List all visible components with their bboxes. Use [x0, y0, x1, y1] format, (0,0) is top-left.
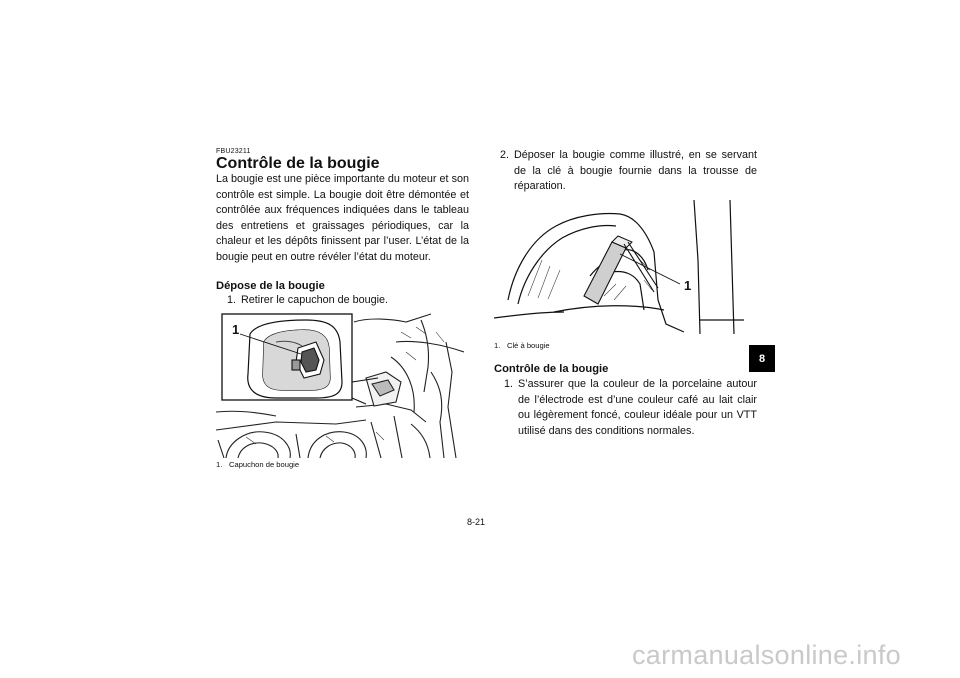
figure1-caption: [216, 460, 299, 469]
caption-number: 1.: [216, 460, 223, 469]
removal-step-2: [500, 148, 757, 195]
check-heading: Contrôle de la bougie: [494, 363, 609, 375]
watermark: carmanualsonline.info: [632, 640, 901, 670]
step-number: 1.: [227, 294, 237, 306]
spark-plug-wrench-figure: [494, 200, 744, 334]
step-text: S’assurer que la couleur de la porcelaine autour de l’électrode est d’une couleur café au lait clair ou légèrement foncé, couleur idéale pour un VTT utilisé dans des conditions normales.: [518, 378, 757, 437]
chapter-tab: 8: [749, 345, 775, 372]
figure2-callout: 1: [684, 278, 692, 293]
step-number: 2.: [500, 149, 510, 161]
section-title: Contrôle de la bougie: [216, 155, 380, 172]
spark-plug-cap-figure: [216, 312, 464, 458]
page-number: 8-21: [467, 517, 486, 527]
step-number: 1.: [504, 378, 514, 390]
step-text: Déposer la bougie comme illustré, en se servant de la clé à bougie fournie dans la trousse de réparation.: [514, 149, 757, 193]
caption-number: 1.: [494, 341, 501, 350]
check-step-1: [504, 377, 757, 439]
step-text: Retirer le capuchon de bougie.: [241, 294, 389, 306]
caption-text: Capuchon de bougie: [229, 460, 300, 469]
figure1-callout: 1: [232, 322, 240, 337]
figure2-caption: [494, 341, 550, 350]
caption-text: Clé à bougie: [507, 341, 550, 350]
removal-step-1: [227, 293, 470, 309]
intro-paragraph: La bougie est une pièce importante du moteur et son contrôle est simple. La bougie doit être démontée et contrôlée aux fréquences indiquées dans le tableau des entretiens et graissages périodiques, car la chaleur et les dépôts finissent par l’user. L’état de la bougie peut en outre révéler l’état du moteur.: [216, 173, 469, 263]
removal-heading: Dépose de la bougie: [216, 280, 325, 292]
section-code: FBU23211: [216, 148, 251, 155]
